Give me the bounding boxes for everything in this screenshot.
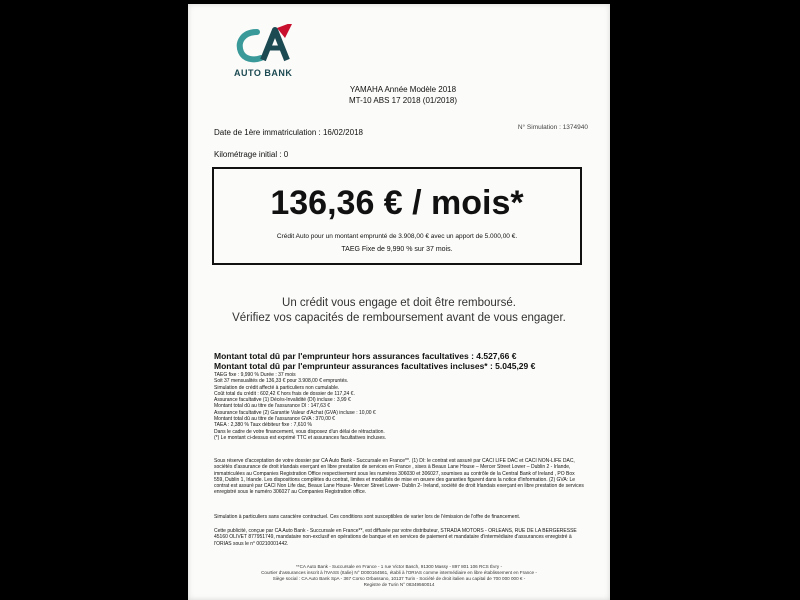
detail-line: TAEA : 2,380 % Taux débiteur fixe : 7,610 % bbox=[214, 422, 312, 429]
footer-line: **CA Auto Bank - Succursale en France - 1 rue Victor Basch, 91300 Massy - 897 801 106 RCS Évry - bbox=[296, 564, 502, 569]
insurance-paragraph: Sous réserve d'acceptation de votre dossier par CA Auto Bank - Succursale en France**. (1) DI: le contrat est assuré par CACI LIFE DAC et CACI NON-LIFE DAC, sociétés d'assurance de droit irlandais exerçant en libre prestation de services en France , sises à Beaux Lane House – Mercer Street Lower – Dublin 2 - Irlande, immatriculées au Companies Registration Office respectivement sous les numéros 306030 et 306027, soumises au contrôle de la Central Bank of Ireland , PO Box 559, Dublin 1, Irlande. Les dispositions complètes du contrat, limites et modalités de mise en œuvre des garanties figurent dans la notice d'information. (2) GVA: Le contrat est assuré par CACI Non Life dac, Beaux Lane House- Mercer Street Lower- Dublin 2- Ireland, société de droit Irlandais exerçant en libre prestation de services enregistré sous le numéro 306027 au Companies Registration office. bbox=[214, 458, 584, 496]
legal-footer bbox=[214, 564, 584, 588]
credit-amount: Crédit Auto pour un montant emprunté de 3.908,00 € avec un apport de 5.000,00 €. bbox=[276, 233, 518, 240]
taeg-rate: TAEG Fixe de 9,990 % sur 37 mois. bbox=[341, 246, 453, 253]
total-without-insurance: Montant total dû par l'emprunteur hors assurances facultatives : 4.527,66 € bbox=[214, 351, 517, 361]
detail-line: Soit 37 mensualités de 136,33 € pour 3.908,00 € empruntés. bbox=[214, 378, 349, 385]
document-page bbox=[188, 4, 610, 600]
vehicle-model: YAMAHA Année Modèle 2018 bbox=[349, 85, 457, 94]
detail-line: Assurance facultative (2) Garantie Valeur d'Achat (GVA) incluse : 10,00 € bbox=[214, 409, 376, 416]
total-amounts bbox=[214, 351, 584, 371]
brand-name: AUTO BANK bbox=[234, 68, 293, 78]
detail-line: Assurance facultative (1) Décès-Invalidité (DI) incluse : 3,99 € bbox=[214, 397, 351, 404]
total-with-insurance: Montant total dû par l'emprunteur assurances facultatives incluses* : 5.045,29 € bbox=[214, 361, 536, 371]
offer-box bbox=[212, 167, 582, 265]
credit-details bbox=[214, 372, 584, 441]
first-registration-date: Date de 1ère immatriculation : 16/02/2018 bbox=[214, 128, 363, 137]
warning-line-2: Vérifiez vos capacités de remboursement avant de vous engager. bbox=[232, 312, 566, 324]
footer-line: Courtier d'assurances inscrit à l'IVASS (Italie) N° D000164561, établi à l'ORIAS comme intermédiaire en libre établissement en France - bbox=[261, 570, 537, 575]
detail-line: Montant total dû au titre de l'assurance DI : 147,63 € bbox=[214, 403, 331, 410]
warning-line-1: Un crédit vous engage et doit être remboursé. bbox=[282, 297, 516, 309]
footer-line: Registre de Turin N° 08349560014 bbox=[363, 582, 435, 587]
brand-logo bbox=[233, 24, 313, 64]
footer-line: Siège social : CA Auto Bank SpA - 367 Corso Orbassano, 10137 Turin - Société de droit italien au capital de 700 000 000 € - bbox=[272, 576, 526, 581]
advertising-paragraph: Cette publicité, conçue par CA Auto Bank - Succursale en France**, est diffusée par votre distributeur, STRADA MOTORS - ORLEANS, RUE DE LA BERGERESSE 45160 OLIVET 877951749, mandataire non-exclusif en opérations de banque et en services de paiement et mandataire d'intermédiaire d'assurances enregistré à l'ORIAS sous le n° 00210001442. bbox=[214, 528, 577, 547]
simulation-disclaimer: Simulation à particuliers sans caractère contractuel. Ces conditions sont susceptibles de varier lors de l'émission de l'offre de financement. bbox=[214, 514, 521, 520]
detail-line: (*) Le montant ci-dessus est exprimé TTC et assurances facultatives incluses. bbox=[214, 434, 387, 441]
legal-warning bbox=[208, 296, 590, 326]
initial-mileage: Kilométrage initial : 0 bbox=[214, 150, 289, 159]
ca-logo-icon bbox=[233, 24, 295, 64]
detail-line: Coût total du crédit : 602,42 € hors frais de dossier de 117,24 €. bbox=[214, 390, 355, 397]
vehicle-info bbox=[308, 84, 498, 106]
vehicle-version: MT-10 ABS 17 2018 (01/2018) bbox=[348, 96, 458, 105]
simulation-number: N° Simulation : 1374940 bbox=[517, 124, 588, 131]
detail-line: Dans le cadre de votre financement, vous disposez d'un délai de rétractation. bbox=[214, 428, 385, 435]
monthly-price: 136,36 € / mois* bbox=[270, 184, 524, 222]
detail-line: TAEG fixe : 9,990 % Durée : 37 mois bbox=[214, 372, 296, 378]
detail-line: Simulation de crédit affecté à particuliers non cumulable. bbox=[214, 384, 340, 391]
detail-line: Montant total dû au titre de l'assurance GVA : 370,00 € bbox=[214, 416, 335, 423]
